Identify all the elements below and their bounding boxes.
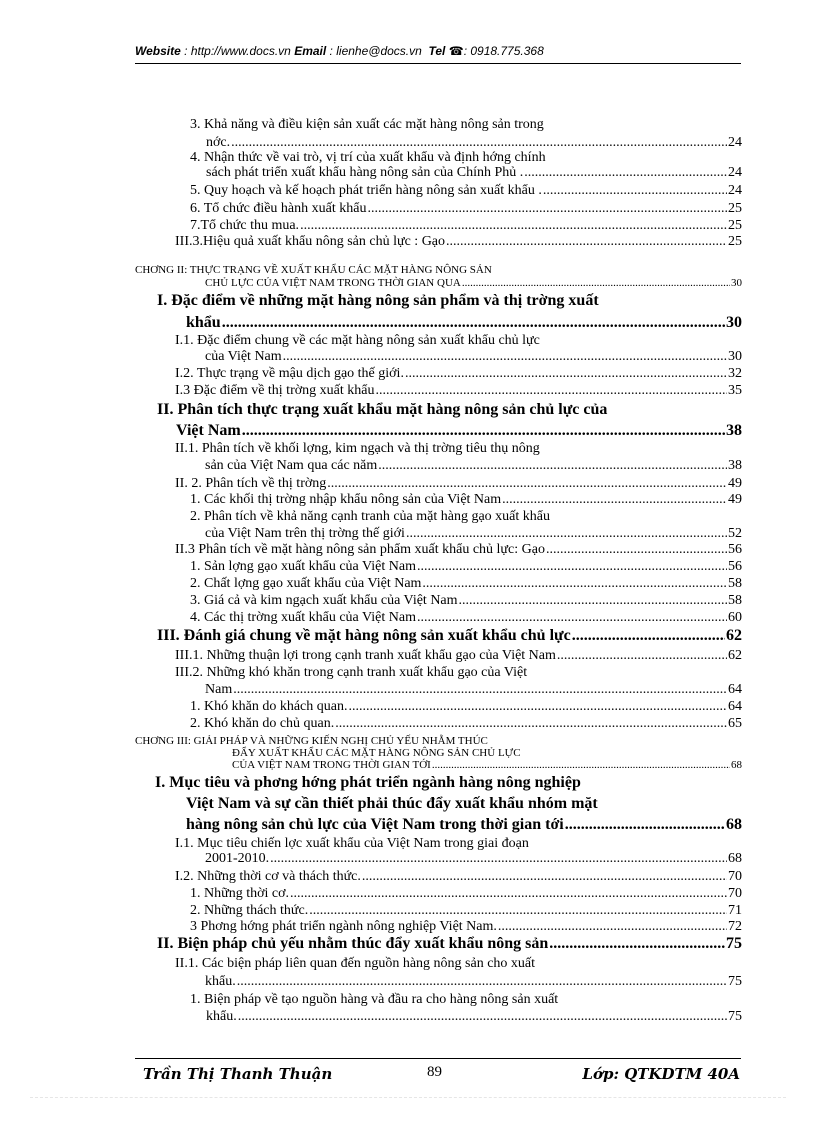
toc-entry (190, 611, 742, 625)
tel-label: Tel (428, 44, 446, 58)
toc-entry-title: II. Phân tích thực trạng xuất khẩu mặt hàng nông sản chủ lực của (157, 401, 608, 418)
toc-entry-title: 4. Các thị trờng xuất khẩu của Việt Nam (190, 610, 416, 625)
toc-entry (135, 265, 492, 276)
toc-entry (157, 628, 742, 644)
toc-dot-leader (231, 136, 727, 150)
toc-entry-page: 56 (728, 559, 742, 574)
toc-entry (232, 748, 521, 759)
toc-dot-leader (335, 717, 727, 731)
toc-dot-leader (327, 477, 727, 491)
toc-entry-title: III.3.Hiệu quả xuất khẩu nông sản chủ lực : Gạo (175, 234, 446, 249)
toc-entry-title: 3. Khả năng và điều kiện sản xuất các mặt hàng nông sản trong (190, 117, 544, 132)
page-number: 89 (427, 1064, 442, 1080)
toc-entry-title: khẩu (186, 314, 221, 331)
toc-entry-page: 30 (731, 277, 742, 289)
toc-entry (175, 870, 742, 884)
toc-dot-leader (432, 760, 730, 771)
toc-dot-leader (238, 1010, 727, 1024)
toc-entry-title: CHỦ LỰC CỦA VIỆT NAM TRONG THỜI GIAN QUA (205, 277, 461, 289)
toc-entry (205, 852, 742, 866)
toc-entry-title: khẩu. (205, 974, 236, 989)
toc-entry-title: Việt Nam và sự cần thiết phải thúc đẩy xuất khẩu nhóm mặt (186, 795, 598, 812)
toc-entry (175, 367, 742, 381)
toc-entry-title: 4. Nhận thức về vai trò, vị trí của xuất khẩu và định hớng chính (190, 150, 546, 165)
toc-entry-title: II.1. Các biện pháp liên quan đến nguồn hàng nông sản cho xuất (175, 956, 536, 971)
toc-entry (190, 560, 742, 574)
toc-entry-page: 32 (728, 366, 742, 381)
toc-entry-title: Việt Nam (176, 422, 241, 439)
toc-entry-page: 68 (728, 851, 742, 866)
toc-entry (135, 736, 488, 747)
toc-entry-page: 24 (728, 183, 742, 198)
toc-dot-leader (283, 350, 727, 364)
toc-entry-title: của Việt Nam trên thị trờng thế giới (205, 526, 405, 541)
toc-entry-page: 52 (728, 526, 742, 541)
toc-entry (205, 350, 742, 364)
toc-entry (232, 760, 742, 771)
toc-entry-title: 1. Các khối thị trờng nhập khẩu nông sản của Việt Nam (190, 492, 502, 507)
toc-entry-title: 2. Phân tích về khả năng cạnh tranh của mặt hàng gạo xuất khẩu (190, 509, 550, 524)
toc-entry (155, 775, 581, 791)
toc-dot-leader (543, 184, 727, 198)
toc-dot-leader (406, 527, 727, 541)
toc-entry (190, 920, 742, 934)
toc-entry-page: 49 (728, 492, 742, 507)
toc-entry (206, 166, 742, 180)
toc-entry-title: 1. Sản lợng gạo xuất khẩu của Việt Nam (190, 559, 416, 574)
toc-dot-leader (417, 611, 727, 625)
toc-entry-title: ĐẨY XUẤT KHẨU CÁC MẶT HÀNG NÔNG SẢN CHỦ LỰC (232, 747, 521, 759)
toc-entry (190, 577, 742, 591)
toc-entry-page: 38 (726, 422, 742, 439)
toc-entry-page: 25 (728, 218, 742, 233)
toc-entry (175, 649, 742, 663)
toc-dot-leader (222, 315, 725, 331)
toc-entry (206, 1010, 742, 1024)
toc-entry-page: 25 (728, 201, 742, 216)
toc-entry (190, 219, 742, 233)
toc-entry (157, 402, 607, 418)
toc-entry-title: 1. Biện pháp về tạo nguồn hàng và đầu ra cho hàng nông sản xuất (190, 992, 559, 1007)
toc-dot-leader (546, 543, 727, 557)
toc-entry-title: 2. Chất lợng gạo xuất khẩu của Việt Nam (190, 576, 422, 591)
toc-entry-page: 75 (728, 974, 742, 989)
email-label: Email (294, 44, 327, 58)
toc-entry-title: I.2. Những thời cơ và thách thức. (175, 869, 361, 884)
toc-entry-title: II. Biện pháp chủ yếu nhằm thúc đẩy xuất khẩu nông sản (157, 935, 549, 952)
toc-entry-page: 49 (728, 476, 742, 491)
toc-entry-title: 7.Tổ chức thu mua. (190, 218, 300, 233)
page-bottom-edge (30, 1097, 786, 1098)
toc-entry-title: I.1. Đặc điểm chung về các mặt hàng nông sản xuất khẩu chủ lực (175, 333, 540, 348)
toc-dot-leader (462, 278, 730, 289)
toc-entry-page: 35 (728, 383, 742, 398)
toc-dot-leader (290, 887, 727, 901)
toc-entry-page: 60 (728, 610, 742, 625)
toc-dot-leader (242, 423, 725, 439)
toc-entry (186, 817, 742, 833)
toc-entry-title: 2. Khó khăn do chủ quan. (190, 716, 335, 731)
toc-entry-page: 64 (728, 682, 742, 697)
toc-entry (175, 666, 527, 680)
toc-entry-title: I.2. Thực trạng về mậu dịch gạo thế giới. (175, 366, 404, 381)
toc-entry (205, 683, 742, 697)
toc-entry-title: 5. Quy hoạch và kế hoạch phát triển hàng nông sản xuất khẩu . (190, 183, 542, 198)
toc-entry (190, 887, 742, 901)
toc-entry (175, 957, 535, 971)
page-header: Website : http://www.docs.vn Email : lienhe@docs.vn Tel ☎: 0918.775.368 (135, 44, 544, 58)
toc-entry-title: CHƠNG II: THỰC TRẠNG VỀ XUẤT KHẨU CÁC MẶT HÀNG NÔNG SẢN (135, 264, 492, 276)
toc-entry-title: 3. Giá cả và kim ngạch xuất khẩu của Việt Nam (190, 593, 458, 608)
toc-entry-title: II.3 Phân tích về mặt hàng nông sản phẩm xuất khẩu chủ lực: Gạo (175, 542, 545, 557)
toc-entry-title: CỦA VIỆT NAM TRONG THỜI GIAN TỚI (232, 759, 431, 771)
toc-entry (190, 118, 544, 132)
website-label: Website (135, 44, 181, 58)
toc-entry (205, 527, 742, 541)
header-rule (135, 63, 741, 64)
footer-rule (135, 1058, 741, 1059)
toc-entry (175, 235, 742, 249)
toc-entry-page: 64 (728, 699, 742, 714)
toc-entry-title: 3 Phơng hớng phát triển ngành nông nghiệp Việt Nam. (190, 919, 497, 934)
toc-entry-page: 58 (728, 593, 742, 608)
email-address[interactable]: lienhe@docs.vn (336, 44, 422, 58)
toc-entry-title: III.1. Những thuận lợi trong cạnh tranh xuất khẩu gạo của Việt Nam (175, 648, 556, 663)
toc-entry-page: 75 (728, 1009, 742, 1024)
toc-entry-title: Nam (205, 682, 233, 697)
toc-entry-title: của Việt Nam (205, 349, 282, 364)
toc-dot-leader (459, 594, 727, 608)
toc-entry-title: khẩu. (206, 1009, 237, 1024)
toc-entry (176, 423, 742, 439)
toc-dot-leader (524, 166, 727, 180)
toc-entry-title: I.3 Đặc điểm về thị trờng xuất khẩu (175, 383, 375, 398)
toc-entry (190, 993, 558, 1007)
toc-entry-title: II.1. Phân tích về khối lợng, kim ngạch và thị trờng tiêu thụ nông (175, 441, 540, 456)
toc-dot-leader (405, 367, 727, 381)
toc-entry-page: 65 (728, 716, 742, 731)
toc-entry-page: 72 (728, 919, 742, 934)
toc-entry (190, 594, 742, 608)
toc-dot-leader (375, 384, 727, 398)
toc-dot-leader (422, 577, 727, 591)
toc-entry (190, 700, 742, 714)
toc-entry-page: 62 (728, 648, 742, 663)
toc-entry-page: 24 (728, 135, 742, 150)
toc-entry (175, 384, 742, 398)
toc-entry-title: 2001-2010. (205, 851, 270, 866)
toc-dot-leader (498, 920, 727, 934)
toc-entry (206, 136, 742, 150)
toc-dot-leader (309, 904, 727, 918)
toc-entry-page: 62 (726, 627, 742, 644)
toc-dot-leader (300, 219, 727, 233)
phone-icon: ☎ (448, 44, 464, 58)
toc-entry-title: CHƠNG III: GIẢI PHÁP VÀ NHỮNG KIẾN NGHỊ CHỦ YẾU NHẰM THÚC (135, 735, 488, 747)
toc-entry (190, 493, 742, 507)
website-url[interactable]: http://www.docs.vn (190, 44, 291, 58)
toc-entry (190, 904, 742, 918)
toc-entry-title: I.1. Mục tiêu chiến lợc xuất khẩu của Việt Nam trong giai đoạn (175, 836, 529, 851)
toc-entry-title: II. 2. Phân tích về thị trờng (175, 476, 327, 491)
toc-dot-leader (557, 649, 727, 663)
toc-entry-page: 24 (728, 165, 742, 180)
toc-dot-leader (417, 560, 727, 574)
toc-entry (190, 717, 742, 731)
toc-entry-page: 68 (731, 759, 742, 771)
toc-dot-leader (572, 628, 725, 644)
toc-entry-page: 30 (726, 314, 742, 331)
toc-entry (175, 442, 540, 456)
toc-dot-leader (378, 459, 727, 473)
toc-entry-page: 70 (728, 886, 742, 901)
toc-entry (190, 510, 550, 524)
toc-entry (175, 837, 529, 851)
toc-dot-leader (362, 870, 727, 884)
toc-entry-page: 68 (726, 816, 742, 833)
toc-entry (175, 334, 540, 348)
toc-entry-title: sản của Việt Nam qua các năm (205, 458, 378, 473)
toc-dot-leader (502, 493, 727, 507)
toc-entry (190, 151, 546, 165)
toc-entry-title: 1. Những thời cơ. (190, 886, 289, 901)
toc-dot-leader (237, 975, 727, 989)
footer-author: Trần Thị Thanh Thuận (143, 1065, 333, 1083)
toc-entry-title: I. Mục tiêu và phơng hớng phát triển ngành hàng nông nghiệp (155, 774, 581, 791)
toc-entry-title: nớc. (206, 135, 231, 150)
toc-entry-title: 6. Tổ chức điều hành xuất khẩu (190, 201, 367, 216)
toc-entry (186, 315, 742, 331)
toc-entry (205, 975, 742, 989)
toc-entry (205, 459, 742, 473)
toc-entry-page: 38 (728, 458, 742, 473)
toc-entry (157, 293, 599, 309)
toc-entry-page: 56 (728, 542, 742, 557)
toc-entry-title: hàng nông sản chủ lực của Việt Nam trong thời gian tới (186, 816, 564, 833)
toc-entry (175, 477, 742, 491)
toc-entry-page: 58 (728, 576, 742, 591)
toc-entry-title: I. Đặc điểm về những mặt hàng nông sản phẩm và thị trờng xuất (157, 292, 599, 309)
toc-entry-page: 30 (728, 349, 742, 364)
toc-entry (157, 936, 742, 952)
toc-entry-title: 2. Những thách thức. (190, 903, 309, 918)
toc-dot-leader (565, 817, 725, 833)
toc-entry-title: III. Đánh giá chung về mặt hàng nông sản xuất khẩu chủ lực (157, 627, 571, 644)
toc-entry-title: III.2. Những khó khăn trong cạnh tranh xuất khẩu gạo của Việt (175, 665, 528, 680)
footer-class: Lớp: QTKDTM 40A (582, 1065, 740, 1083)
toc-entry (186, 796, 598, 812)
toc-dot-leader (348, 700, 727, 714)
toc-dot-leader (446, 235, 727, 249)
toc-dot-leader (270, 852, 727, 866)
toc-entry (190, 184, 742, 198)
toc-entry-page: 70 (728, 869, 742, 884)
toc-entry-title: sách phát triển xuất khẩu hàng nông sản của Chính Phủ . (206, 165, 524, 180)
toc-entry (190, 202, 742, 216)
toc-entry-page: 75 (726, 935, 742, 952)
toc-dot-leader (549, 936, 725, 952)
toc-entry-title: 1. Khó khăn do khách quan. (190, 699, 348, 714)
toc-entry-page: 71 (728, 903, 742, 918)
toc-entry-page: 25 (728, 234, 742, 249)
toc-dot-leader (233, 683, 727, 697)
toc-entry (175, 543, 742, 557)
toc-dot-leader (367, 202, 727, 216)
tel-number: : 0918.775.368 (463, 44, 544, 58)
toc-entry (205, 278, 742, 289)
